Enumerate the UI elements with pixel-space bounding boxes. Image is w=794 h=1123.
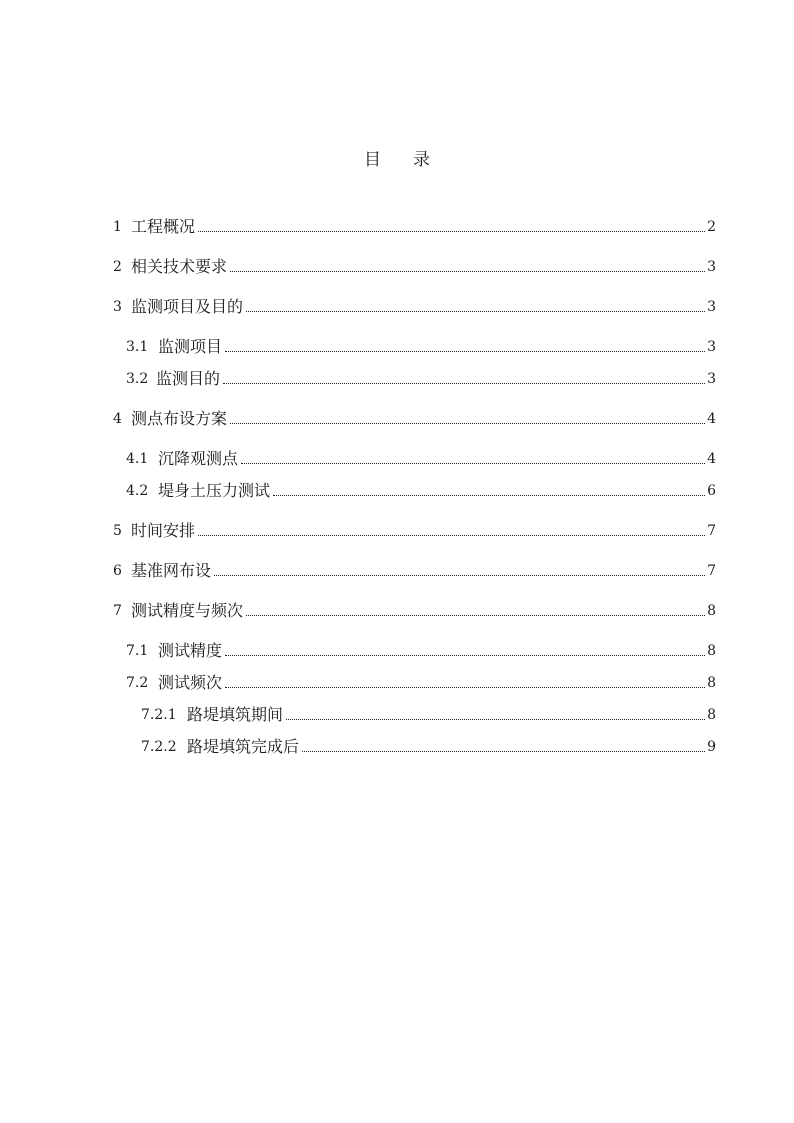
toc-leader-dots <box>198 230 705 232</box>
toc-entry-number: 7 <box>113 603 122 619</box>
toc-entry-page: 3 <box>707 339 716 355</box>
toc-entry-label: 时间安排 <box>131 521 196 540</box>
toc-leader-dots <box>302 750 705 752</box>
toc-title-char-1: 目 <box>364 150 381 170</box>
toc-entry-label: 测试精度与频次 <box>131 601 244 620</box>
toc-leader-dots <box>214 574 705 576</box>
toc-entry-page: 7 <box>707 523 716 539</box>
toc-leader-dots <box>225 686 705 688</box>
toc-entry-number: 7.2.2 <box>141 739 177 755</box>
toc-entry-label: 路堤填筑期间 <box>187 705 284 724</box>
toc-entry-label: 堤身土压力测试 <box>158 481 271 500</box>
toc-entry-number: 7.2 <box>126 675 149 691</box>
toc-entry[interactable] <box>113 408 716 430</box>
toc-entry-page: 3 <box>707 371 716 387</box>
toc-leader-dots <box>225 654 705 656</box>
toc-entry-label: 监测项目及目的 <box>131 297 244 316</box>
toc-entry-page: 9 <box>707 739 716 755</box>
toc-entry-page: 8 <box>707 603 716 619</box>
toc-leader-dots <box>198 534 705 536</box>
toc-entry-label: 基准网布设 <box>131 561 212 580</box>
toc-entry-number: 7.2.1 <box>141 707 177 723</box>
toc-entry-page: 7 <box>707 563 716 579</box>
toc-entry[interactable] <box>126 448 716 470</box>
toc-entry-label: 监测项目 <box>158 337 223 356</box>
toc-entry-label: 测点布设方案 <box>131 409 228 428</box>
toc-leader-dots <box>246 614 705 616</box>
toc-entry-page: 4 <box>707 451 716 467</box>
toc-entry-number: 3 <box>113 299 122 315</box>
toc-entry-number: 4.1 <box>126 451 149 467</box>
toc-leader-dots <box>223 382 705 384</box>
toc-title-char-2: 录 <box>413 150 430 170</box>
toc-entry[interactable] <box>126 672 716 694</box>
toc-entry-label: 沉降观测点 <box>158 449 239 468</box>
toc-entry-label: 路堤填筑完成后 <box>187 737 300 756</box>
toc-entry-number: 6 <box>113 563 122 579</box>
toc-leader-dots <box>230 422 705 424</box>
toc-entry-number: 3.1 <box>126 339 149 355</box>
toc-entry-label: 测试精度 <box>158 641 223 660</box>
toc-entry[interactable] <box>113 216 716 238</box>
toc-entry-page: 8 <box>707 707 716 723</box>
toc-entry-page: 3 <box>707 259 716 275</box>
toc-leader-dots <box>241 462 705 464</box>
toc-leader-dots <box>230 270 705 272</box>
toc-entry-number: 1 <box>113 219 122 235</box>
toc-entry[interactable] <box>113 256 716 278</box>
toc-entry-number: 2 <box>113 259 122 275</box>
toc-entry[interactable] <box>126 480 716 502</box>
toc-entry-number: 5 <box>113 523 122 539</box>
toc-entry-label: 相关技术要求 <box>131 257 228 276</box>
toc-entry-page: 8 <box>707 643 716 659</box>
toc-entry[interactable] <box>126 336 716 358</box>
toc-entry[interactable] <box>126 640 716 662</box>
toc-leader-dots <box>246 310 705 312</box>
toc-entry[interactable] <box>113 296 716 318</box>
toc-entry-page: 2 <box>707 219 716 235</box>
toc-entry[interactable] <box>113 560 716 582</box>
toc-entry[interactable] <box>141 736 716 758</box>
toc-entry-page: 6 <box>707 483 716 499</box>
toc-entry-label: 测试频次 <box>158 673 223 692</box>
toc-entry[interactable] <box>126 368 716 390</box>
toc-entry[interactable] <box>113 600 716 622</box>
toc-entry-number: 4.2 <box>126 483 149 499</box>
toc-entry-number: 7.1 <box>126 643 149 659</box>
toc-entry-page: 8 <box>707 675 716 691</box>
toc-entry-label: 工程概况 <box>131 217 196 236</box>
toc-entry-number: 4 <box>113 411 122 427</box>
toc-leader-dots <box>273 494 705 496</box>
toc-entry-label: 监测目的 <box>156 369 221 388</box>
toc-entry-page: 4 <box>707 411 716 427</box>
toc-entry[interactable] <box>113 520 716 542</box>
toc-leader-dots <box>225 350 705 352</box>
toc-leader-dots <box>286 718 705 720</box>
toc-entry[interactable] <box>141 704 716 726</box>
toc-entry-number: 3.2 <box>126 371 149 387</box>
toc-entry-page: 3 <box>707 299 716 315</box>
